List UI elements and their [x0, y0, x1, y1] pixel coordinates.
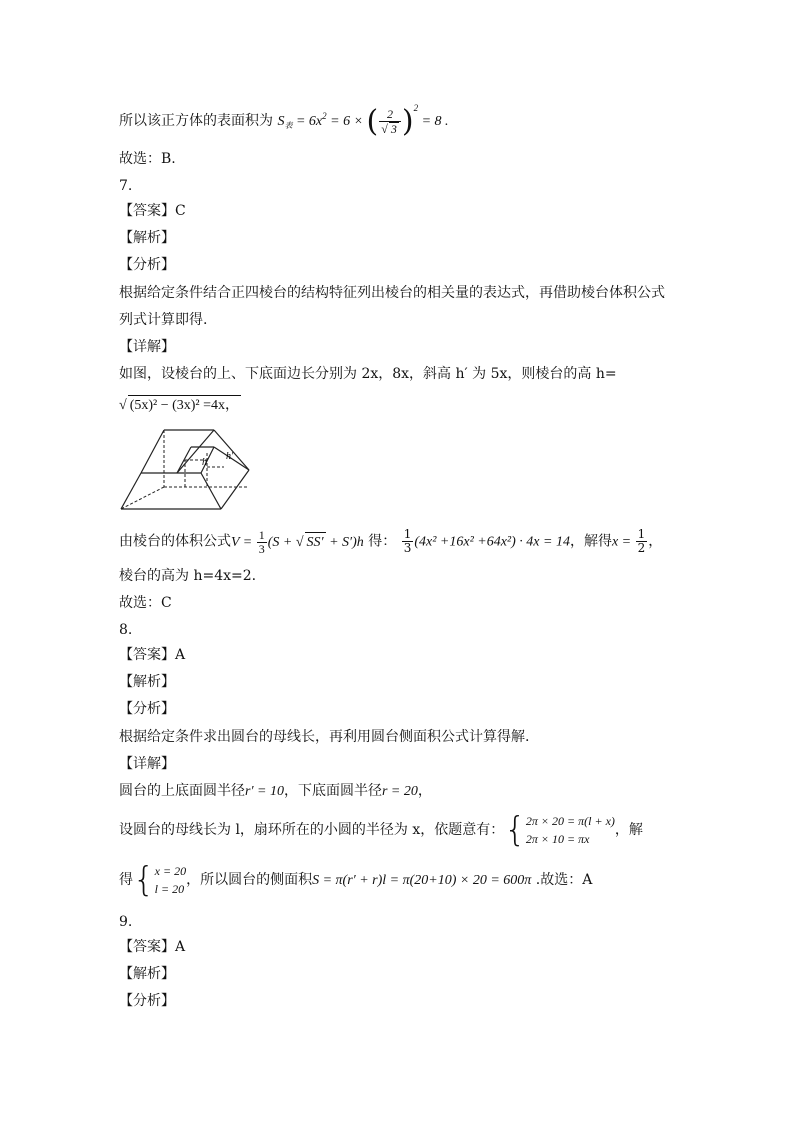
answer-heading: 【答案】C	[119, 203, 186, 219]
detail-heading: 【详解】	[119, 339, 175, 355]
analysis-text: 根据给定条件求出圆台的母线长，再利用圆台侧面积公式计算得解.	[119, 729, 530, 745]
question-number: 7.	[119, 178, 133, 194]
answer-choice-line: 故选：B.	[119, 151, 176, 167]
formula: $S_表 = 6x^2 = 6$ × ( $\frac{2}{√ 3}$ )$^2$ = 8 .	[277, 103, 449, 139]
detail-text: 棱台的高为 h=4x=2.	[119, 568, 257, 584]
analysis-sub-heading: 【分析】	[119, 257, 175, 273]
analysis-text: 列式计算即得.	[119, 312, 208, 328]
surface-area-line	[119, 103, 449, 139]
detail-heading: 【详解】	[119, 756, 175, 772]
solution-line: 得{ x = 20 l = 20 ，所以圆台的侧面积S = π(r′ + r)l = π(20+10) × 20 = 600π .故选：A	[119, 860, 593, 900]
label-h: h	[202, 457, 207, 468]
text: 所以该正方体的表面积为	[119, 113, 273, 130]
question-number: 9.	[119, 914, 133, 930]
radius-line: 圆台的上底面圆半径r′ = 10，下底面圆半径r = 20，	[119, 783, 432, 799]
label-h-prime: h′	[226, 451, 234, 462]
volume-formula-line: 由棱台的体积公式V = $\frac{1}{3}$ (S + √ SS′ + S′)h 得： $\frac{1}{3}$ (4x² +16x² +64x²) · 4x = 14，解得x = $\frac{1}{2}$ ，	[119, 527, 663, 556]
equation-system-line: 设圆台的母线长为 l，扇环所在的小圆的半径为 x，依题意有：{ 2π × 20 = π(l + x) 2π × 10 = πx ，解	[119, 810, 643, 850]
detail-text: 如图，设棱台的上、下底面边长分别为 2x，8x，斜高 h′ 为 5x，则棱台的高 h=	[119, 366, 617, 382]
analysis-sub-heading: 【分析】	[119, 701, 175, 717]
answer-choice-line: 故选：C	[119, 595, 172, 611]
frustum-figure	[119, 425, 254, 513]
analysis-heading: 【解析】	[119, 674, 175, 690]
answer-heading: 【答案】A	[119, 647, 186, 663]
analysis-sub-heading: 【分析】	[119, 993, 175, 1009]
answer-heading: 【答案】A	[119, 939, 186, 955]
analysis-heading: 【解析】	[119, 966, 175, 982]
analysis-text: 根据给定条件结合正四棱台的结构特征列出棱台的相关量的表达式，再借助棱台体积公式	[119, 285, 665, 301]
question-number: 8.	[119, 622, 133, 638]
analysis-heading: 【解析】	[119, 230, 175, 246]
height-formula: √ (5x)² − (3x)² =4x，	[119, 395, 241, 416]
